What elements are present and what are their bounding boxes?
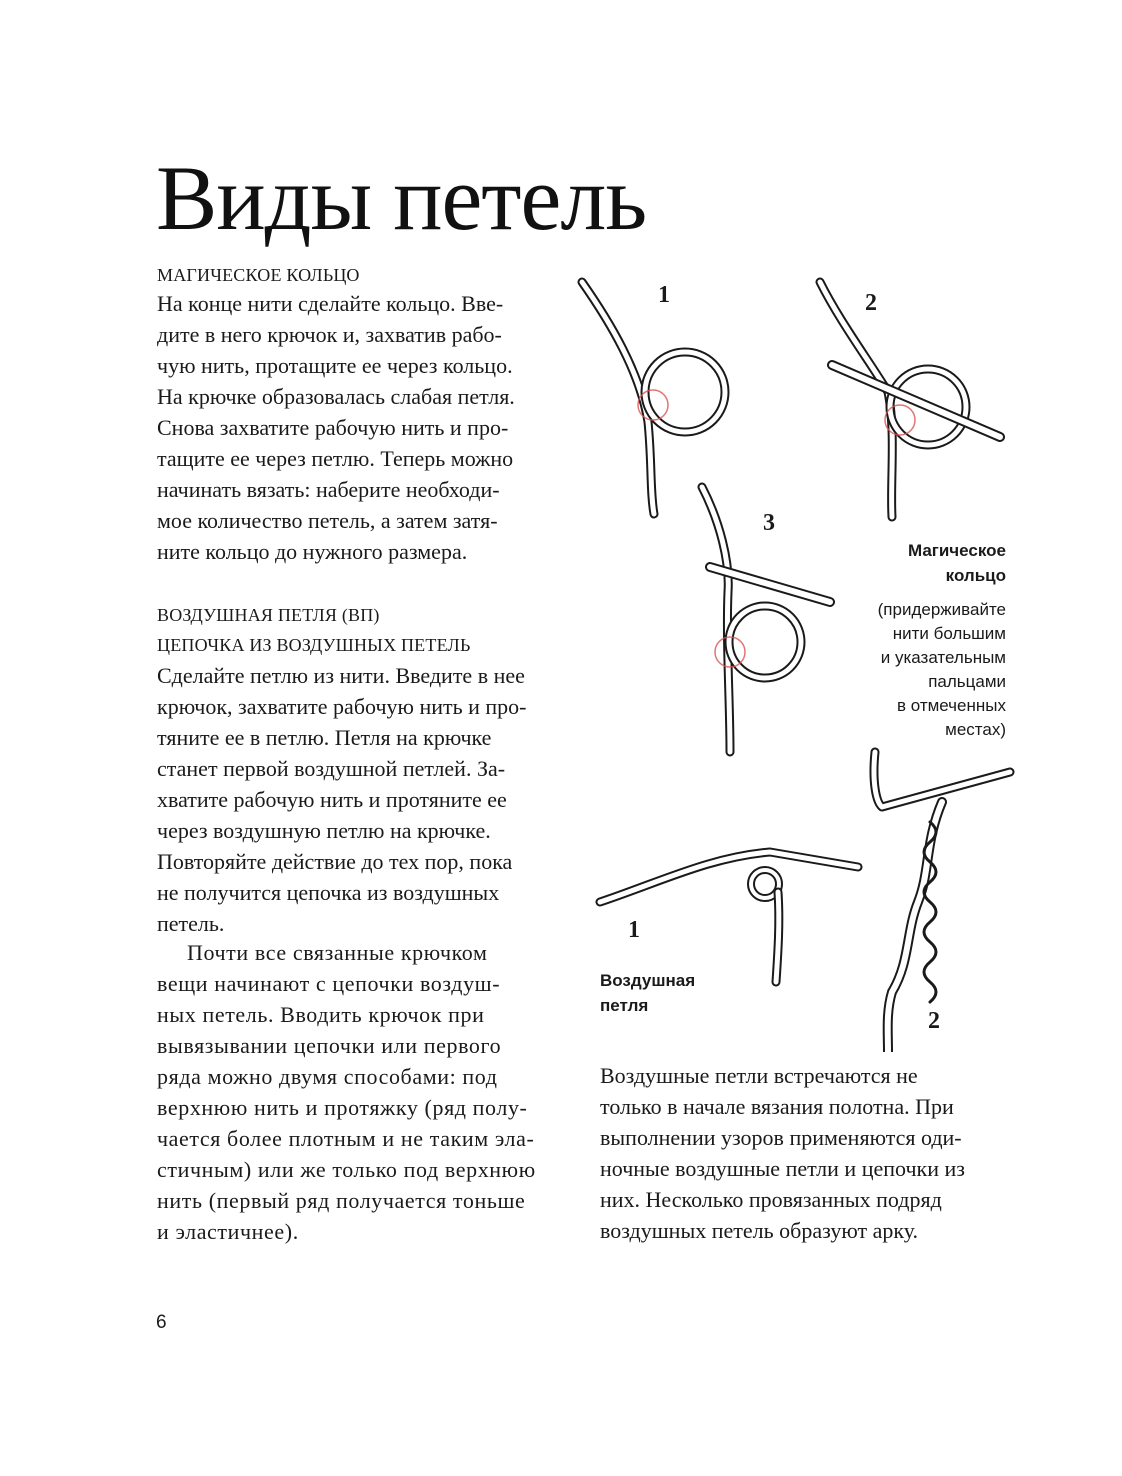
chain-heading-2: ЦЕПОЧКА ИЗ ВОЗДУШНЫХ ПЕТЕЛЬ <box>157 635 471 655</box>
magic-ring-note: (придерживайте нити большим и указательным пальцами в отмеченных местах) <box>877 600 1006 739</box>
magic-ring-heading: МАГИЧЕСКОЕ КОЛЬЦО <box>157 265 360 285</box>
magic-step-3-number: 3 <box>763 510 775 536</box>
magic-ring-step-2-drawing <box>820 282 1000 517</box>
page-number: 6 <box>156 1312 167 1333</box>
crochet-diagrams <box>570 262 1022 1052</box>
chain-text-2: Почти все связанные крючком вещи начинают с цепочки воздуш- ных петель. Вводить крючок при вывязывании цепочки или первого ряда можно двумя способами: под верхнюю нить и протяжку (ряд полу- чается более плотным и не таким эла- стичным) или же только под верхнюю нить (первый ряд получается тоньше и эластичнее). <box>157 940 536 1244</box>
chain-text: Сделайте петлю из нити. Введите в нее крючок, захватите рабочую нить и про- тяните ее в петлю. Петля на крючке станет первой воздушной петлей. За- хватите рабочую нить и протяните ее через воздушную петлю на крючке. Повторяйте действие до тех пор, пока не получится цепочка из воздушных петель. <box>157 663 527 936</box>
chain-step-2-number: 2 <box>928 1008 940 1034</box>
page-title: Виды петель <box>156 147 647 249</box>
chain-caption: Воздушная петля <box>600 971 696 1015</box>
magic-ring-step-1-drawing <box>582 282 725 514</box>
magic-ring-text: На конце нити сделайте кольцо. Вве- дите в него крючок и, захватив рабо- чую нить, протащите ее через кольцо. На крючке образовалась слабая петля. Снова захватите рабочую нить и про- тащите ее через петлю. Теперь можно начинать вязать: наберите необходи- мое количество петель, а затем затя- ните кольцо до нужного размера. <box>157 291 515 564</box>
magic-step-2-number: 2 <box>865 290 877 316</box>
chain-step-1-number: 1 <box>628 917 640 943</box>
magic-step-1-number: 1 <box>658 282 670 308</box>
chain-text-right: Воздушные петли встречаются не только в начале вязания полотна. При выполнении узоров применяются оди- ночные воздушные петли и цепочки из них. Несколько провязанных подряд воздушных петель образуют арку. <box>600 1063 965 1243</box>
chain-heading-1: ВОЗДУШНАЯ ПЕТЛЯ (ВП) <box>157 605 380 625</box>
magic-ring-caption: Магическое кольцо <box>907 541 1006 585</box>
chain-step-2-drawing <box>874 752 1010 1052</box>
